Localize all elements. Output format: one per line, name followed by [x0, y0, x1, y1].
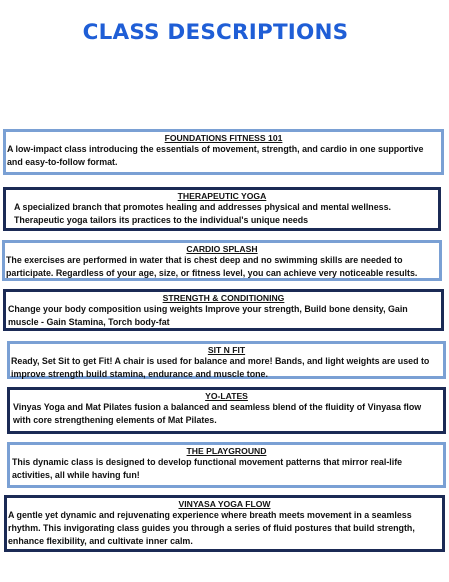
class-name: CARDIO SPLASH	[186, 244, 258, 254]
class-card-yo-lates	[7, 387, 446, 434]
class-description: A gentle yet dynamic and rejuvenating experience where breath meets movement in a seamless rhythm. This invigorating class guides you through a series of fluid postures that build strength, enhance flexibility, and cultivate inner calm.	[8, 510, 415, 546]
class-description: A low-impact class introducing the essentials of movement, strength, and cardio in one supportive and easy-to-follow format.	[7, 144, 424, 167]
class-description: Ready, Set Sit to get Fit! A chair is used for balance and more! Bands, and light weights are used to improve strength build stamina, endurance and muscle tone.	[11, 356, 430, 379]
class-card-strength-conditioning	[3, 289, 444, 331]
class-description: Vinyas Yoga and Mat Pilates fusion a balanced and seamless blend of the fluidity of Vinyasa flow with core strengthening elements of Mat Pilates.	[13, 402, 422, 425]
class-card-therapeutic-yoga	[3, 187, 441, 231]
class-card-vinyasa-yoga-flow	[4, 495, 445, 552]
class-card-sit-n-fit	[7, 341, 446, 379]
class-description: The exercises are performed in water that is chest deep and no swimming skills are needed to participate. Regardless of your age, size, or fitness level, you can achieve very noticeable results.	[6, 255, 418, 278]
class-name: SIT N FIT	[207, 345, 246, 355]
class-name: YO-LATES	[205, 391, 248, 401]
class-description: This dynamic class is designed to develop functional movement patterns that mirror real-life activities, all while having fun!	[12, 457, 403, 480]
class-name: FOUNDATIONS FITNESS 101	[164, 133, 283, 143]
class-description: A specialized branch that promotes healing and addresses physical and mental wellness. Therapeutic yoga tailors its practices to the individual's unique needs	[14, 202, 391, 225]
class-name: THERAPEUTIC YOGA	[177, 191, 267, 201]
class-name: THE PLAYGROUND	[186, 446, 267, 456]
class-name: VINYASA YOGA FLOW	[178, 499, 271, 509]
class-card-foundations-fitness	[3, 129, 444, 175]
class-name: STRENGTH & CONDITIONING	[162, 293, 285, 303]
class-description: Change your body composition using weights Improve your strength, Build bone density, Gain muscle - Gain Stamina, Torch body-fat	[8, 304, 408, 327]
class-card-the-playground	[7, 442, 446, 488]
class-card-cardio-splash	[2, 240, 442, 281]
page-title: CLASS DESCRIPTIONS	[82, 20, 349, 45]
